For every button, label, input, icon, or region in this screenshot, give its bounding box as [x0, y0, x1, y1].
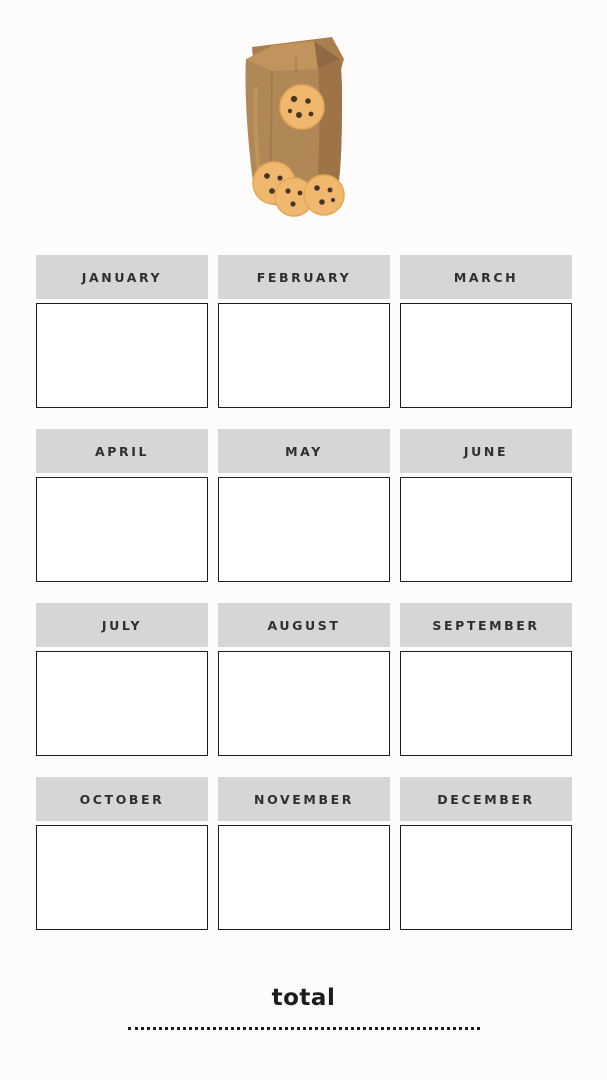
month-label: JANUARY [36, 255, 208, 299]
month-label: AUGUST [218, 603, 390, 647]
month-cell-june [400, 429, 572, 582]
month-label: MAY [218, 429, 390, 473]
month-label: OCTOBER [36, 777, 208, 821]
month-entry-box[interactable] [36, 825, 208, 930]
month-entry-box[interactable] [400, 651, 572, 756]
month-cell-october [36, 777, 208, 930]
month-entry-box[interactable] [218, 477, 390, 582]
month-cell-may [218, 429, 390, 582]
month-entry-box[interactable] [400, 477, 572, 582]
month-cell-september [400, 603, 572, 756]
month-grid [36, 255, 572, 930]
month-cell-february [218, 255, 390, 408]
month-cell-april [36, 429, 208, 582]
month-label: JUNE [400, 429, 572, 473]
month-cell-december [400, 777, 572, 930]
total-section [0, 985, 607, 1030]
month-label: MARCH [400, 255, 572, 299]
month-label: APRIL [36, 429, 208, 473]
month-label: JULY [36, 603, 208, 647]
month-entry-box[interactable] [36, 303, 208, 408]
month-cell-august [218, 603, 390, 756]
total-input-line[interactable] [128, 1027, 480, 1030]
month-entry-box[interactable] [400, 825, 572, 930]
cookie-bag-illustration [0, 0, 607, 240]
month-entry-box[interactable] [36, 651, 208, 756]
total-label: total [271, 985, 336, 1011]
month-label: DECEMBER [400, 777, 572, 821]
month-entry-box[interactable] [218, 651, 390, 756]
month-cell-january [36, 255, 208, 408]
month-label: FEBRUARY [218, 255, 390, 299]
month-entry-box[interactable] [36, 477, 208, 582]
month-entry-box[interactable] [400, 303, 572, 408]
month-cell-march [400, 255, 572, 408]
month-entry-box[interactable] [218, 303, 390, 408]
month-label: SEPTEMBER [400, 603, 572, 647]
month-cell-july [36, 603, 208, 756]
month-label: NOVEMBER [218, 777, 390, 821]
month-cell-november [218, 777, 390, 930]
month-entry-box[interactable] [218, 825, 390, 930]
